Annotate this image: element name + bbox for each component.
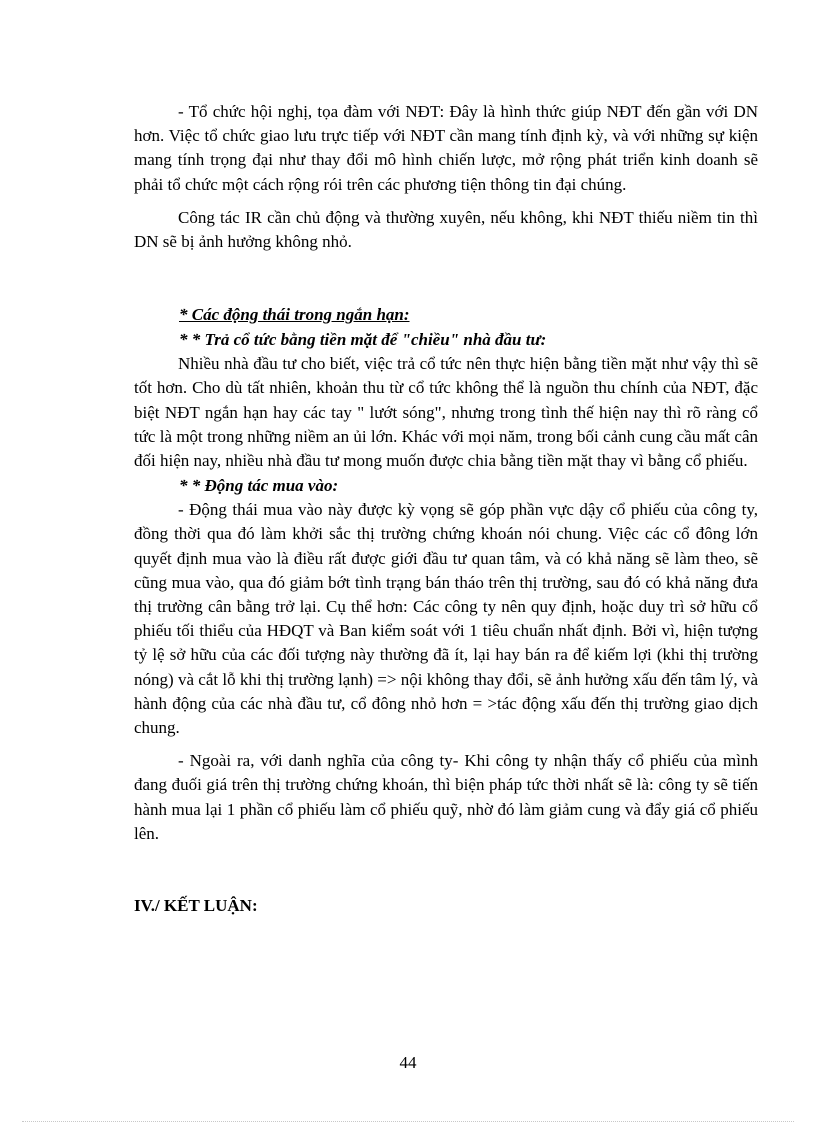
paragraph-buying-action: - Động thái mua vào này được kỳ vọng sẽ góp phần vực dậy cổ phiếu của công ty, đồng thời qua đó làm khởi sắc thị trường chứng khoán nói chung. Việc các cổ đông lớn quyết định mua vào là điều rất được giới đầu tư quan tâm, và có khả năng sẽ làm theo, sẽ cũng mua vào, qua đó giảm bớt tình trạng bán tháo trên thị trường, sau đó có khả năng đưa thị trường cân bằng trở lại. Cụ thể hơn: Các công ty nên quy định, hoặc duy trì sở hữu cổ phiếu tối thiểu của HĐQT và Ban kiểm soát với 1 tiêu chuẩn nhất định. Bởi vì, hiện tượng tỷ lệ sở hữu của các đối tượng này thường đã ít, lại hay bán ra để kiếm lợi (khi thị trường nóng) và cắt lỗ khi thị trường lạnh) => nội không thay đổi, sẽ ảnh hưởng xấu đến tâm lý, và hành động của các nhà đầu tư, cổ đông nhỏ hơn = >tác động xấu đến thị trường giao dịch chung. — [134, 500, 758, 738]
heading-short-term-actions: * Các động thái trong ngắn hạn: — [179, 305, 410, 325]
subheading-cash-dividend: * * Trả cổ tức bằng tiền mặt để "chiều" nhà đầu tư: — [179, 330, 547, 350]
paragraph-cash-dividend: Nhiều nhà đầu tư cho biết, việc trả cổ tức nên thực hiện bằng tiền mặt như vậy thì sẽ tốt hơn. Cho dù tất nhiên, khoản thu từ cổ tức không thể là nguồn thu chính của NĐT, đặc biệt NĐT ngắn hạn hay các tay " lướt sóng", nhưng trong tình thế hiện nay thì rõ ràng cổ tức là một trong những niềm an ủi lớn. Khác với mọi năm, trong bối cảnh cung cầu mất cân đối hiện nay, nhiều nhà đầu tư mong muốn được chia bằng tiền mặt thay vì bằng cổ phiếu. — [134, 354, 758, 471]
page-content — [134, 100, 758, 918]
paragraph-ir-work: Công tác IR cần chủ động và thường xuyên, nếu không, khi NĐT thiếu niềm tin thì DN sẽ bị ảnh hưởng không nhỏ. — [134, 207, 758, 252]
subheading-buying-action: * * Động tác mua vào: — [179, 476, 339, 496]
page-number: 44 — [399, 1053, 417, 1072]
paragraph-treasury-stock: - Ngoài ra, với danh nghĩa của công ty- Khi công ty nhận thấy cổ phiếu của mình đang đuối giá trên thị trường chứng khoán, thì biện pháp tức thời nhất sẽ là: công ty sẽ tiến hành mua lại 1 phần cổ phiếu làm cổ phiếu quỹ, nhờ đó làm giảm cung và đẩy giá cổ phiếu lên. — [134, 751, 758, 843]
heading-conclusion: IV./ KẾT LUẬN: — [134, 896, 258, 916]
paragraph-investor-meetings: - Tổ chức hội nghị, tọa đàm với NĐT: Đây là hình thức giúp NĐT đến gần với DN hơn. Việc tổ chức giao lưu trực tiếp với NĐT cần mang tính định kỳ, và với những sự kiện mang tính trọng đại như thay đổi mô hình chiến lược, mở rộng phát triển kinh doanh sẽ phải tổ chức một cách rộng rói trên các phương tiện thông tin đại chúng. — [134, 102, 758, 194]
page-bottom-divider — [22, 1121, 794, 1122]
